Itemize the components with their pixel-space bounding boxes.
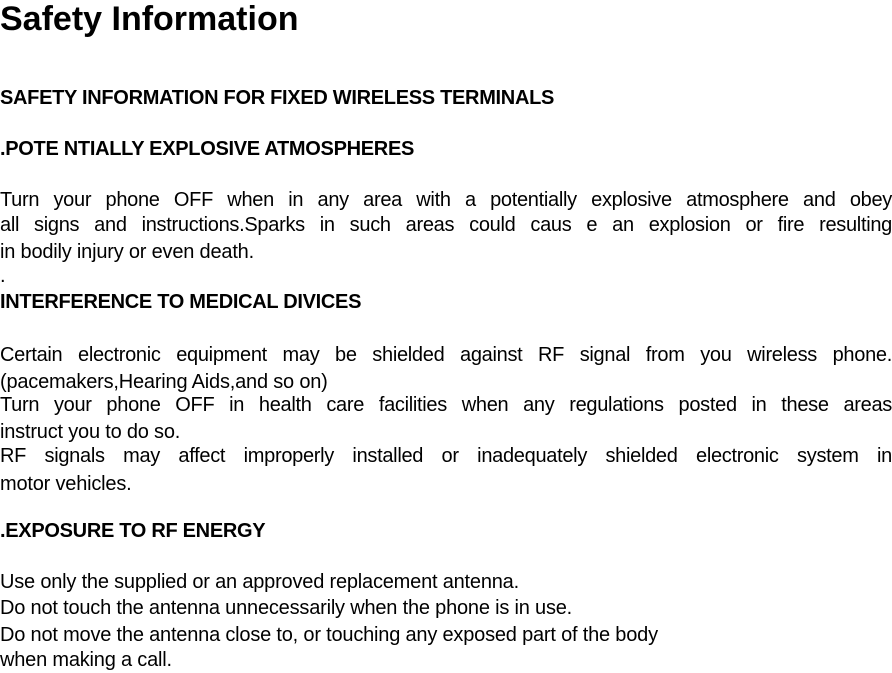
paragraph-line: RF signals may affect improperly installed or inadequately shielded electronic system in xyxy=(0,445,892,467)
paragraph-line: Turn your phone OFF when in any area with a potentially explosive atmosphere and obey xyxy=(0,189,892,211)
paragraph-line: Do not touch the antenna unnecessarily when the phone is in use. xyxy=(0,597,573,619)
paragraph-line: Use only the supplied or an approved replacement antenna. xyxy=(0,571,519,593)
paragraph-line: (pacemakers,Hearing Aids,and so on) xyxy=(0,371,328,393)
paragraph-line: Certain electronic equipment may be shielded against RF signal from you wireless phone. xyxy=(0,344,892,366)
section-heading-rf-energy: .EXPOSURE TO RF ENERGY xyxy=(0,520,266,542)
paragraph-line: instruct you to do so. xyxy=(0,421,181,443)
paragraph-line: in bodily injury or even death. xyxy=(0,241,254,263)
paragraph-line: Do not move the antenna close to, or touching any exposed part of the body xyxy=(0,624,658,646)
main-heading: SAFETY INFORMATION FOR FIXED WIRELESS TERMINALS xyxy=(0,87,555,109)
paragraph-line: motor vehicles. xyxy=(0,473,132,495)
page-title: Safety Information xyxy=(0,0,299,38)
paragraph-line: when making a call. xyxy=(0,649,172,671)
section-heading-explosive-atmospheres: .POTE NTIALLY EXPLOSIVE ATMOSPHERES xyxy=(0,138,415,160)
paragraph-line: . xyxy=(0,265,6,287)
paragraph-line: Turn your phone OFF in health care facilities when any regulations posted in these areas xyxy=(0,394,892,416)
paragraph-line: all signs and instructions.Sparks in such areas could caus e an explosion or fire resulting xyxy=(0,214,892,236)
section-heading-medical-devices: INTERFERENCE TO MEDICAL DIVICES xyxy=(0,291,362,313)
